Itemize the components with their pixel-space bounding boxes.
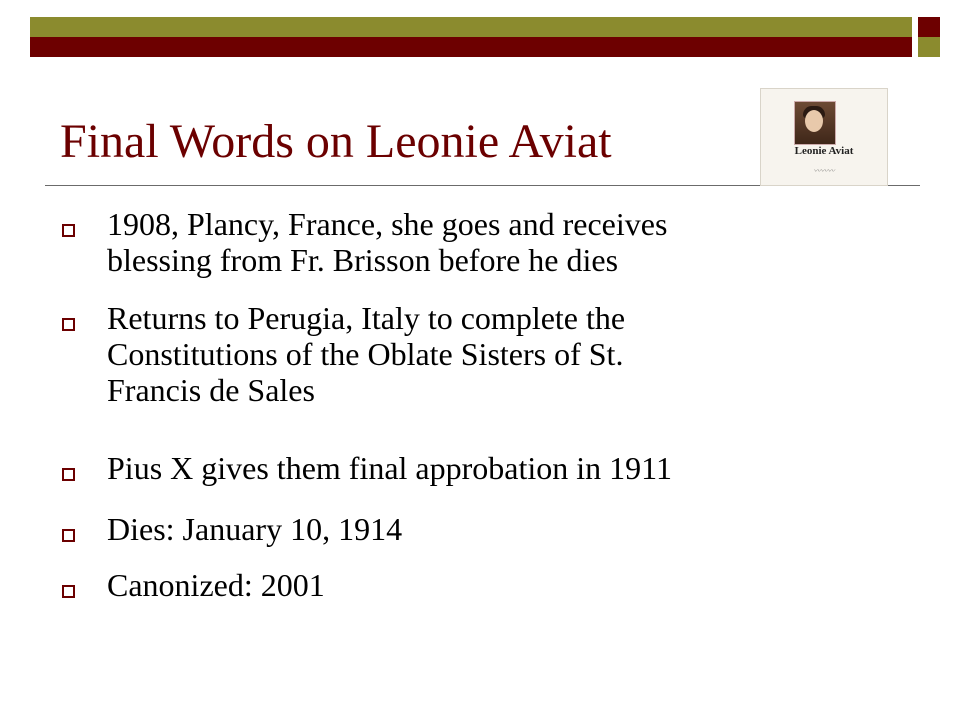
portrait-photo <box>794 101 836 145</box>
top-decor-bars <box>30 17 912 57</box>
bullet-line: Pius X gives them final approbation in 1911 <box>107 450 672 486</box>
corner-olive-block <box>918 37 940 57</box>
portrait-card-image <box>760 88 888 186</box>
bullet-text <box>107 450 867 486</box>
portrait-signature: 〰〰〰 <box>813 167 835 175</box>
maroon-bar <box>30 37 912 57</box>
bullet-text <box>107 511 867 547</box>
bullet-line: Francis de Sales <box>107 372 315 408</box>
square-bullet-icon <box>62 585 75 598</box>
bullet-line: Returns to Perugia, Italy to complete the <box>107 300 626 336</box>
bullet-text <box>107 206 867 278</box>
corner-maroon-block <box>918 17 940 37</box>
square-bullet-icon <box>62 529 75 542</box>
bullet-line: Canonized: 2001 <box>107 567 325 603</box>
bullet-line: 1908, Plancy, France, she goes and receives <box>107 206 668 242</box>
square-bullet-icon <box>62 318 75 331</box>
bullet-text <box>107 300 867 408</box>
bullet-text <box>107 567 867 603</box>
bullet-line: Constitutions of the Oblate Sisters of St. <box>107 336 624 372</box>
olive-bar <box>30 17 912 37</box>
portrait-name: Leonie Aviat <box>794 145 854 157</box>
square-bullet-icon <box>62 224 75 237</box>
bullet-line: blessing from Fr. Brisson before he dies <box>107 242 619 278</box>
square-bullet-icon <box>62 468 75 481</box>
corner-decor <box>918 17 940 57</box>
slide-title: Final Words on Leonie Aviat <box>60 115 612 168</box>
portrait-face <box>805 110 823 132</box>
bullet-line: Dies: January 10, 1914 <box>107 511 403 547</box>
